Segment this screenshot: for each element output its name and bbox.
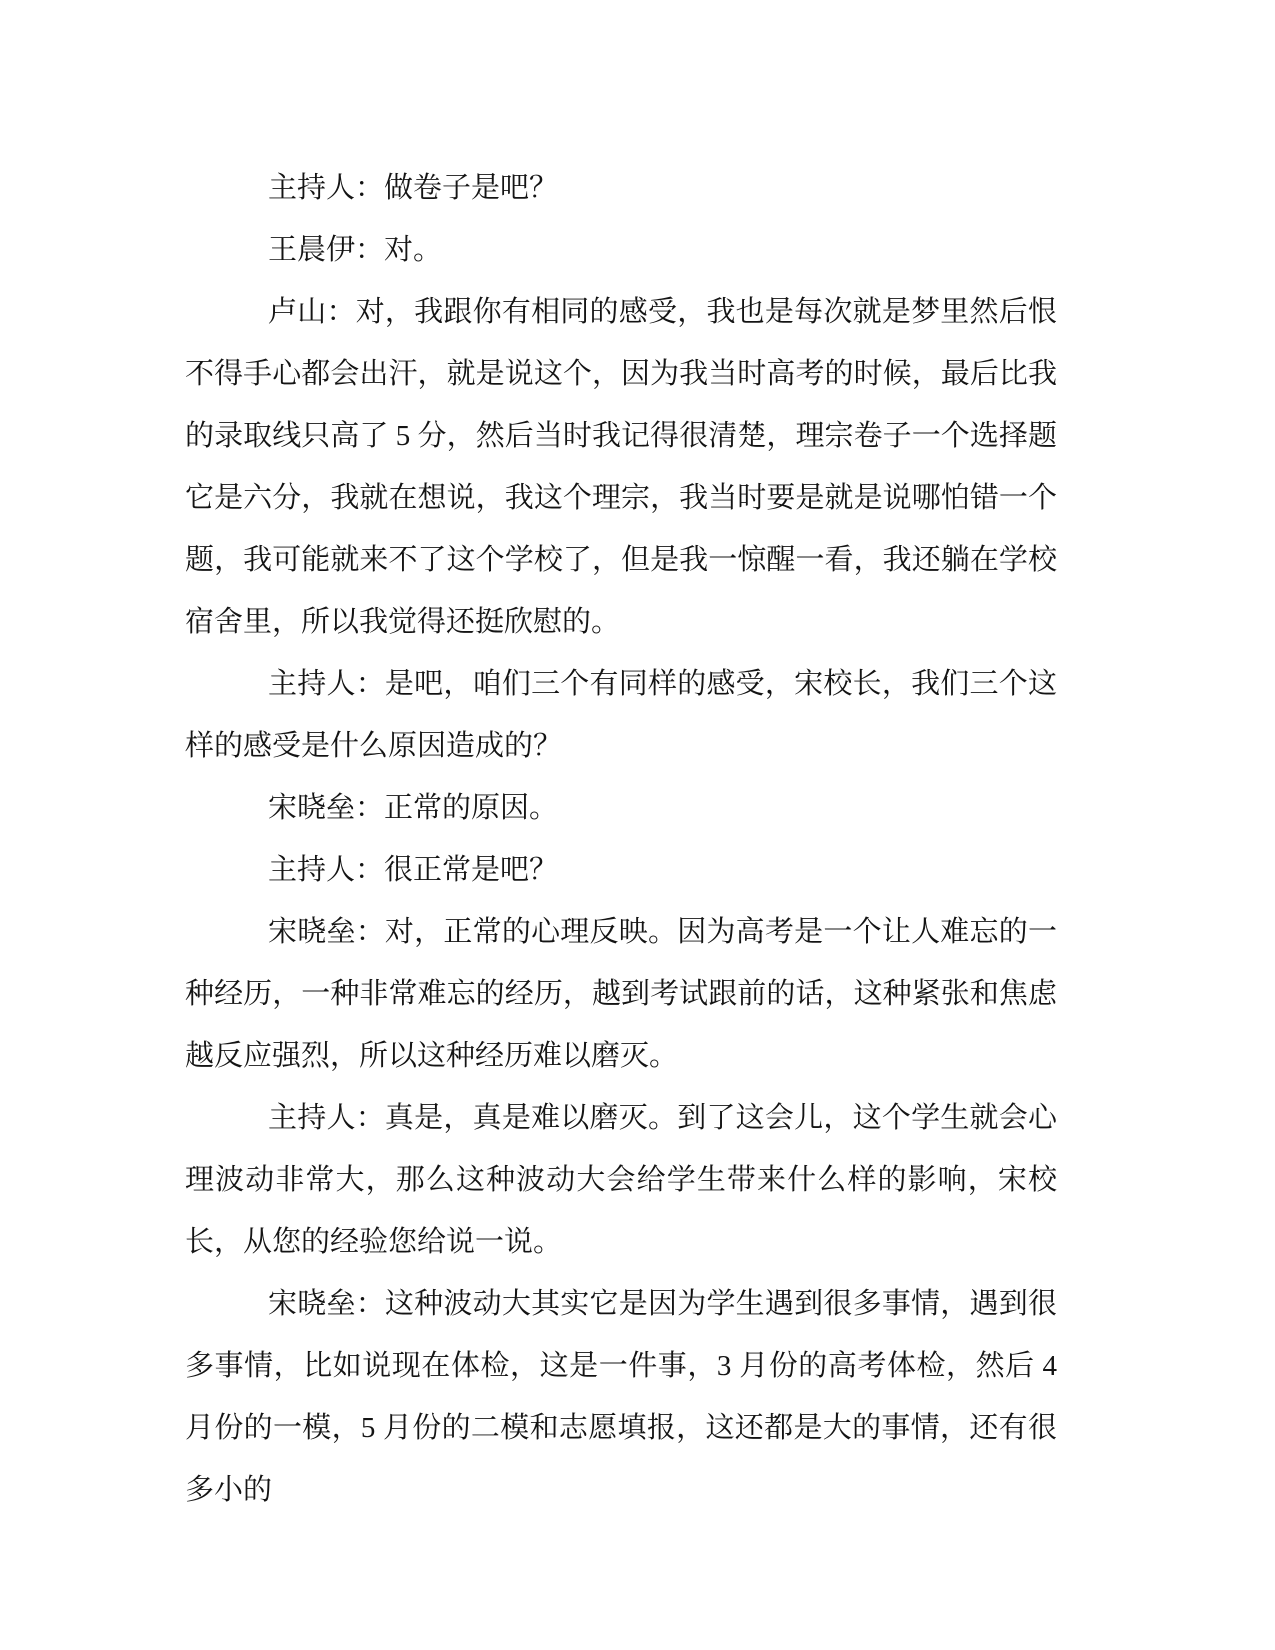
dialogue-paragraph: 主持人：是吧，咱们三个有同样的感受，宋校长，我们三个这样的感受是什么原因造成的？ bbox=[185, 668, 1057, 762]
dialogue-paragraph: 宋晓垒：正常的原因。 bbox=[268, 792, 559, 824]
dialogue-paragraph: 王晨伊：对。 bbox=[268, 234, 443, 266]
dialogue-paragraph: 主持人：很正常是吧？ bbox=[268, 854, 559, 886]
transcript-body bbox=[185, 157, 1057, 1521]
dialogue-paragraph: 主持人：做卷子是吧？ bbox=[268, 172, 559, 204]
dialogue-paragraph: 卢山：对，我跟你有相同的感受，我也是每次就是梦里然后恨不得手心都会出汗，就是说这个，因为我当时高考的时候，最后比我的录取线只高了 5 分，然后当时我记得很清楚，理宗卷子一个选择题它是六分，我就在想说，我这个理宗，我当时要是就是说哪怕错一个题，我可能就来不了这个学校了，但是我一惊醒一看，我还躺在学校宿舍里，所以我觉得还挺欣慰的。 bbox=[185, 296, 1057, 638]
dialogue-paragraph: 宋晓垒：对，正常的心理反映。因为高考是一个让人难忘的一种经历，一种非常难忘的经历，越到考试跟前的话，这种紧张和焦虑越反应强烈，所以这种经历难以磨灭。 bbox=[185, 916, 1057, 1072]
dialogue-paragraph: 主持人：真是，真是难以磨灭。到了这会儿，这个学生就会心理波动非常大，那么这种波动大会给学生带来什么样的影响，宋校长，从您的经验您给说一说。 bbox=[185, 1102, 1057, 1258]
dialogue-paragraph: 宋晓垒：这种波动大其实它是因为学生遇到很多事情，遇到很多事情，比如说现在体检，这是一件事，3 月份的高考体检，然后 4 月份的一模，5 月份的二模和志愿填报，这还都是大的事情，还有很多小的 bbox=[185, 1288, 1057, 1506]
